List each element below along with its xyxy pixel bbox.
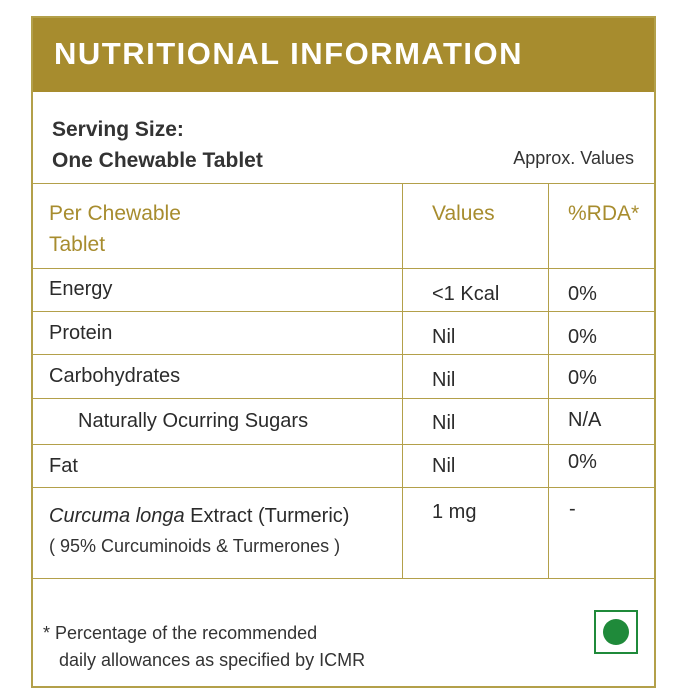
row-divider [33, 398, 654, 399]
serving-size-value: One Chewable Tablet [52, 149, 263, 172]
row-rda-fat: 0% [568, 451, 597, 473]
column-divider [548, 183, 549, 578]
row-name-carbohydrates: Carbohydrates [49, 365, 181, 387]
table-top-divider [33, 183, 654, 184]
row-divider [33, 487, 654, 488]
row-divider [33, 268, 654, 269]
column-header-nutrient: Per Chewable Tablet [49, 202, 181, 256]
row-value-sugars: Nil [432, 412, 456, 434]
row-rda-protein: 0% [568, 326, 597, 348]
vegetarian-dot [603, 619, 629, 645]
extract-common-name: Extract (Turmeric) [184, 505, 350, 527]
footnote: * Percentage of the recommended daily allowances as specified by ICMR [43, 623, 366, 670]
row-value-energy: <1 Kcal [432, 283, 500, 305]
row-value-extract: 1 mg [432, 501, 477, 523]
column-header-rda: %RDA* [568, 202, 640, 225]
row-divider [33, 354, 654, 355]
row-name-energy: Energy [49, 278, 113, 300]
extract-botanical-name: Curcuma longa [49, 505, 185, 527]
approx-values-note: Approx. Values [513, 148, 634, 168]
row-name-extract [49, 501, 349, 561]
column-divider [402, 183, 403, 578]
row-value-protein: Nil [432, 326, 456, 348]
row-name-sugars: Naturally Ocurring Sugars [78, 410, 309, 432]
row-rda-extract: - [569, 498, 576, 520]
serving-size [52, 114, 263, 176]
row-rda-energy: 0% [568, 283, 597, 305]
row-rda-carbohydrates: 0% [568, 367, 597, 389]
row-divider [33, 444, 654, 445]
serving-size-label: Serving Size: [52, 118, 184, 141]
page-title: NUTRITIONAL INFORMATION [54, 36, 524, 71]
column-header-values: Values [432, 202, 495, 225]
row-value-carbohydrates: Nil [432, 369, 456, 391]
vegetarian-mark-icon [594, 610, 638, 654]
extract-composition: ( 95% Curcuminoids & Turmerones ) [49, 536, 341, 556]
row-value-fat: Nil [432, 455, 456, 477]
row-name-fat: Fat [49, 455, 78, 477]
header-bar [33, 18, 654, 92]
row-divider [33, 311, 654, 312]
nutrition-panel [31, 16, 656, 688]
table-bottom-divider [33, 578, 654, 579]
row-rda-sugars: N/A [568, 409, 602, 431]
row-name-protein: Protein [49, 322, 113, 344]
